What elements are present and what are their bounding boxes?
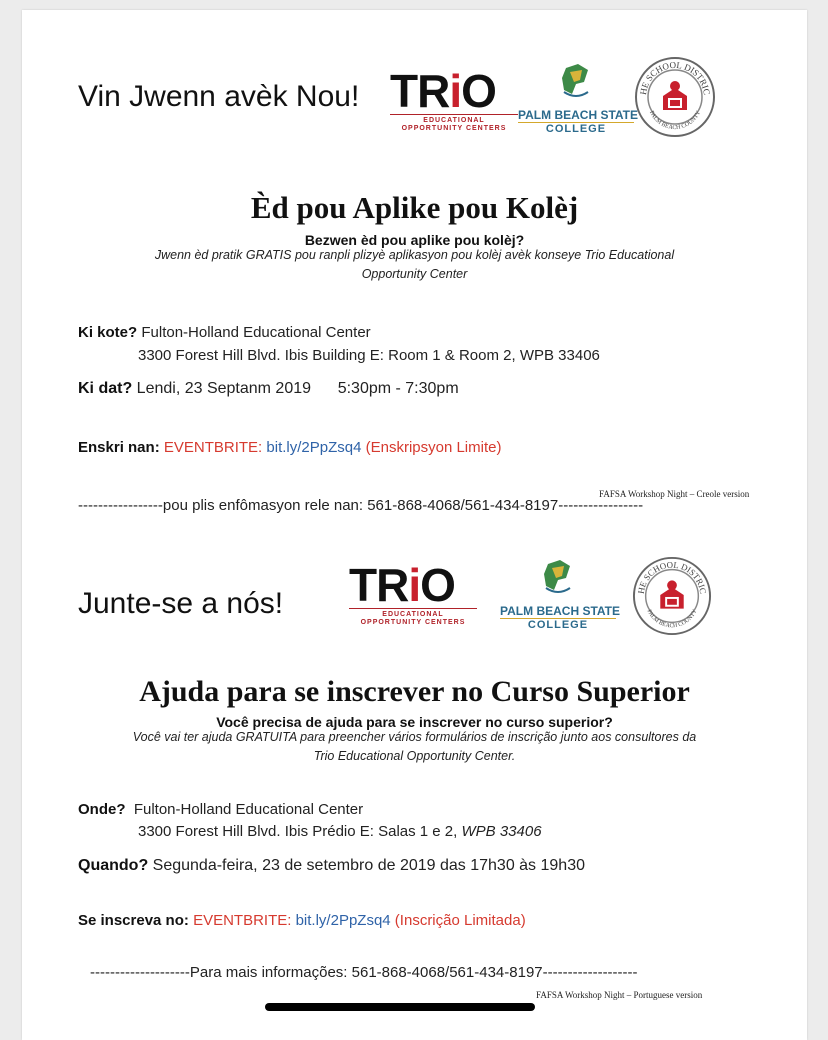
portuguese-eventbrite-link[interactable]: bit.ly/2PpZsq4 xyxy=(295,912,391,929)
flyer-page xyxy=(22,10,807,1040)
portuguese-join-title: Junte-se a nós! xyxy=(78,587,284,620)
creole-eventbrite-link[interactable]: bit.ly/2PpZsq4 xyxy=(266,439,362,456)
home-indicator[interactable] xyxy=(265,1003,535,1011)
portuguese-question: Você precisa de ajuda para se inscrever no curso superior? xyxy=(216,714,613,730)
pbsc-logo-2: PALM BEACH STATE COLLEGE xyxy=(500,558,616,631)
pbsc-logo: PALM BEACH STATE COLLEGE xyxy=(518,62,634,135)
pbsc-emblem-icon xyxy=(518,62,634,104)
svg-text:PALM BEACH COUNTY: PALM BEACH COUNTY xyxy=(647,110,703,132)
creole-address: 3300 Forest Hill Blvd. Ibis Building E: Room 1 & Room 2, WPB 33406 xyxy=(138,347,600,364)
creole-join-title: Vin Jwenn avèk Nou! xyxy=(78,80,360,113)
creole-heading: Èd pou Aplike pou Kolèj xyxy=(250,190,579,225)
school-district-seal-2 xyxy=(632,556,712,641)
svg-text:THE SCHOOL DISTRICT: HE SCHOOL DISTRIC xyxy=(638,59,712,96)
trio-logo: TRiO EDUCATIONAL OPPORTUNITY CENTERS xyxy=(390,68,518,133)
portuguese-description: Você vai ter ajuda GRATUITA para preencher vários formulários de inscrição junto aos consultores da Trio Educational Opportunity Center. xyxy=(132,730,697,763)
creole-date: Ki dat? Lendi, 23 Septanm 2019 5:30pm - 7:30pm xyxy=(78,380,459,397)
creole-contact: -----------------pou plis enfômasyon rele nan: 561-868-4068/561-434-8197----------------- xyxy=(78,497,644,514)
trio-logo-2: TRiO EDUCATIONAL OPPORTUNITY CENTERS xyxy=(349,562,477,627)
creole-register: Enskri nan: EVENTBRITE: bit.ly/2PpZsq4 (Enskripsyon Limite) xyxy=(78,439,502,456)
svg-text:THE SCHOOL DISTRICT: HE SCHOOL DISTRIC xyxy=(635,559,709,595)
svg-text:PALM BEACH COUNTY: PALM BEACH COUNTY xyxy=(645,608,699,630)
creole-location: Ki kote? Fulton-Holland Educational Center xyxy=(78,324,371,341)
portuguese-location: Onde? Fulton-Holland Educational Center xyxy=(78,801,364,818)
creole-footnote: FAFSA Workshop Night – Creole version xyxy=(599,489,750,499)
creole-question: Bezwen èd pou aplike pou kolèj? xyxy=(304,232,525,248)
portuguese-contact: --------------------Para mais informações: 561-868-4068/561-434-8197------------------- xyxy=(90,964,638,981)
pbsc-emblem-icon-2 xyxy=(500,558,616,600)
portuguese-footnote: FAFSA Workshop Night – Portuguese version xyxy=(536,990,703,1000)
portuguese-heading: Ajuda para se inscrever no Curso Superior xyxy=(139,675,690,708)
school-district-seal xyxy=(634,56,716,143)
portuguese-register: Se inscreva no: EVENTBRITE: bit.ly/2PpZsq4 (Inscrição Limitada) xyxy=(78,912,526,929)
creole-description: Jwenn èd pratik GRATIS pou ranpli plizyè aplikasyon pou kolèj avèk konseye Trio Educational Opportunity Center xyxy=(154,248,675,281)
portuguese-address: 3300 Forest Hill Blvd. Ibis Prédio E: Salas 1 e 2, WPB 33406 xyxy=(138,823,542,840)
school-district-seal-icon-2 xyxy=(632,556,712,636)
portuguese-date: Quando? Segunda-feira, 23 de setembro de 2019 das 17h30 às 19h30 xyxy=(78,857,585,874)
school-district-seal-icon xyxy=(634,56,716,138)
